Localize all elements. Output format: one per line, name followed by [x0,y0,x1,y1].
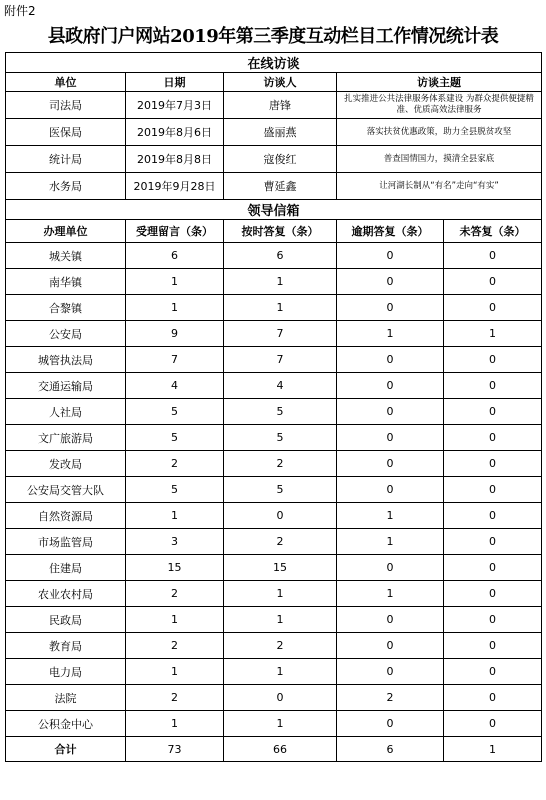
mailbox-unanswered: 0 [444,607,542,633]
mailbox-overdue: 0 [337,425,444,451]
mailbox-on-time: 5 [224,477,337,503]
interview-unit: 统计局 [6,146,126,173]
interview-guest: 盛丽燕 [224,119,337,146]
mailbox-row [6,347,542,373]
mailbox-unanswered: 0 [444,347,542,373]
mailbox-on-time: 6 [224,243,337,269]
mailbox-overdue: 0 [337,659,444,685]
mailbox-on-time: 2 [224,529,337,555]
mailbox-row [6,607,542,633]
mailbox-unanswered: 0 [444,581,542,607]
mailbox-unanswered: 0 [444,295,542,321]
mailbox-row [6,425,542,451]
interview-header-guest: 访谈人 [224,73,337,92]
mailbox-on-time: 1 [224,295,337,321]
mailbox-on-time: 7 [224,321,337,347]
mailbox-unit: 城关镇 [6,243,126,269]
mailbox-unanswered: 0 [444,659,542,685]
mailbox-unanswered: 0 [444,529,542,555]
mailbox-row [6,399,542,425]
mailbox-unanswered: 0 [444,711,542,737]
mailbox-unanswered: 1 [444,321,542,347]
mailbox-received: 3 [126,529,224,555]
mailbox-unit: 公安局交管大队 [6,477,126,503]
mailbox-received: 5 [126,399,224,425]
interview-date: 2019年8月6日 [126,119,224,146]
interview-date: 2019年7月3日 [126,92,224,119]
mailbox-unit: 市场监管局 [6,529,126,555]
mailbox-row [6,503,542,529]
mailbox-header-on-time: 按时答复（条） [224,220,337,243]
mailbox-overdue: 0 [337,711,444,737]
mailbox-received: 2 [126,581,224,607]
mailbox-unit: 公积金中心 [6,711,126,737]
mailbox-header-overdue: 逾期答复（条） [337,220,444,243]
mailbox-received: 1 [126,659,224,685]
mailbox-row [6,529,542,555]
mailbox-received: 9 [126,321,224,347]
interview-guest: 唐锋 [224,92,337,119]
mailbox-unit: 公安局 [6,321,126,347]
mailbox-header-unit: 办理单位 [6,220,126,243]
mailbox-received: 1 [126,503,224,529]
mailbox-section-title: 领导信箱 [6,200,542,220]
mailbox-overdue: 0 [337,269,444,295]
mailbox-received: 1 [126,711,224,737]
mailbox-overdue: 0 [337,243,444,269]
mailbox-on-time: 1 [224,581,337,607]
mailbox-received: 5 [126,477,224,503]
interview-row [6,173,542,200]
mailbox-overdue: 2 [337,685,444,711]
mailbox-received: 4 [126,373,224,399]
mailbox-unit: 法院 [6,685,126,711]
mailbox-unit: 电力局 [6,659,126,685]
interview-header-unit: 单位 [6,73,126,92]
interview-header-topic: 访谈主题 [337,73,542,92]
mailbox-received: 5 [126,425,224,451]
mailbox-on-time: 1 [224,711,337,737]
mailbox-header-received: 受理留言（条） [126,220,224,243]
mailbox-unit: 自然资源局 [6,503,126,529]
mailbox-on-time: 5 [224,425,337,451]
total-row [6,737,542,762]
mailbox-overdue: 0 [337,347,444,373]
mailbox-row [6,659,542,685]
mailbox-row [6,685,542,711]
mailbox-unanswered: 0 [444,373,542,399]
mailbox-received: 7 [126,347,224,373]
total-unanswered: 1 [444,737,542,762]
interview-guest: 寇俊红 [224,146,337,173]
mailbox-on-time: 1 [224,269,337,295]
interview-unit: 水务局 [6,173,126,200]
mailbox-overdue: 1 [337,321,444,347]
mailbox-received: 2 [126,633,224,659]
mailbox-unanswered: 0 [444,685,542,711]
interview-date: 2019年8月8日 [126,146,224,173]
mailbox-overdue: 0 [337,633,444,659]
mailbox-unit: 教育局 [6,633,126,659]
mailbox-unit: 发改局 [6,451,126,477]
mailbox-row [6,581,542,607]
statistics-table [5,52,542,762]
mailbox-overdue: 0 [337,607,444,633]
mailbox-overdue: 0 [337,295,444,321]
mailbox-on-time: 2 [224,451,337,477]
mailbox-unit: 交通运输局 [6,373,126,399]
mailbox-unit: 住建局 [6,555,126,581]
mailbox-unanswered: 0 [444,269,542,295]
mailbox-on-time: 5 [224,399,337,425]
mailbox-on-time: 15 [224,555,337,581]
mailbox-row [6,477,542,503]
mailbox-row [6,295,542,321]
mailbox-unanswered: 0 [444,425,542,451]
interview-row [6,146,542,173]
mailbox-received: 1 [126,607,224,633]
mailbox-unanswered: 0 [444,243,542,269]
total-overdue: 6 [337,737,444,762]
mailbox-unit: 文广旅游局 [6,425,126,451]
total-label: 合计 [6,737,126,762]
mailbox-row [6,633,542,659]
interview-row [6,92,542,119]
mailbox-overdue: 0 [337,373,444,399]
interview-unit: 医保局 [6,119,126,146]
mailbox-unit: 合黎镇 [6,295,126,321]
mailbox-overdue: 1 [337,503,444,529]
mailbox-row [6,373,542,399]
mailbox-unit: 城管执法局 [6,347,126,373]
mailbox-received: 15 [126,555,224,581]
mailbox-on-time: 4 [224,373,337,399]
mailbox-unanswered: 0 [444,399,542,425]
total-received: 73 [126,737,224,762]
mailbox-unanswered: 0 [444,451,542,477]
mailbox-row [6,711,542,737]
interview-header-row [6,73,542,92]
mailbox-header-row [6,220,542,243]
mailbox-overdue: 0 [337,555,444,581]
interview-section-title: 在线访谈 [6,53,542,73]
mailbox-on-time: 7 [224,347,337,373]
interview-topic: 普查国情国力，摸清全县家底 [337,146,542,173]
page-title: 县政府门户网站2019年第三季度互动栏目工作情况统计表 [47,26,499,47]
mailbox-on-time: 0 [224,503,337,529]
interview-date: 2019年9月28日 [126,173,224,200]
mailbox-on-time: 0 [224,685,337,711]
mailbox-overdue: 1 [337,581,444,607]
interview-topic: 让河湖长制从“有名”走向“有实” [337,173,542,200]
mailbox-unit: 南华镇 [6,269,126,295]
mailbox-overdue: 0 [337,399,444,425]
mailbox-on-time: 2 [224,633,337,659]
mailbox-unit: 农业农村局 [6,581,126,607]
mailbox-unit: 人社局 [6,399,126,425]
interview-header-date: 日期 [126,73,224,92]
mailbox-overdue: 0 [337,477,444,503]
mailbox-unit: 民政局 [6,607,126,633]
interview-guest: 曹延鑫 [224,173,337,200]
mailbox-row [6,269,542,295]
mailbox-header-unanswered: 未答复（条） [444,220,542,243]
mailbox-on-time: 1 [224,659,337,685]
mailbox-overdue: 0 [337,451,444,477]
mailbox-received: 1 [126,269,224,295]
mailbox-row [6,555,542,581]
mailbox-unanswered: 0 [444,477,542,503]
mailbox-row [6,321,542,347]
mailbox-row [6,243,542,269]
mailbox-overdue: 1 [337,529,444,555]
mailbox-unanswered: 0 [444,555,542,581]
mailbox-received: 1 [126,295,224,321]
interview-topic: 落实扶贫优惠政策，助力全县脱贫攻坚 [337,119,542,146]
mailbox-on-time: 1 [224,607,337,633]
interview-topic: 扎实推进公共法律服务体系建设 为群众提供便捷精准、优质高效法律服务 [337,92,542,119]
mailbox-received: 2 [126,451,224,477]
mailbox-unanswered: 0 [444,633,542,659]
mailbox-unanswered: 0 [444,503,542,529]
mailbox-received: 2 [126,685,224,711]
interview-unit: 司法局 [6,92,126,119]
attachment-label: 附件2 [4,4,36,18]
mailbox-row [6,451,542,477]
interview-row [6,119,542,146]
mailbox-received: 6 [126,243,224,269]
total-on-time: 66 [224,737,337,762]
